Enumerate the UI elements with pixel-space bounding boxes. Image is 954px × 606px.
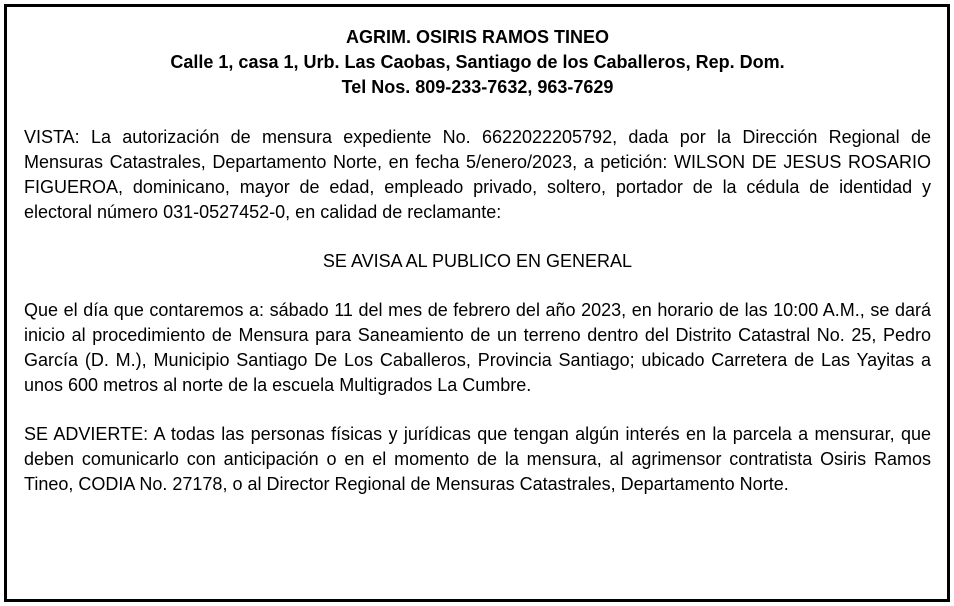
surveyor-address: Calle 1, casa 1, Urb. Las Caobas, Santiago de los Caballeros, Rep. Dom. (170, 52, 785, 72)
public-notice-heading: SE AVISA AL PUBLICO EN GENERAL (322, 251, 633, 271)
surveyor-name: AGRIM. OSIRIS RAMOS TINEO (345, 27, 609, 47)
spacer (24, 398, 931, 422)
spacer (24, 100, 931, 125)
warning-paragraph: SE ADVIERTE: A todas las personas físicas y jurídicas que tengan algún interés en la parcela a mensurar, que deben comunicarlo con anticipación o en el momento de la mensura, al agrimensor contratista Osiris Ramos Tineo, CODIA No. 27178, o al Director Regional de Mensuras Catastrales, Departamento Norte. (24, 424, 931, 494)
vista-paragraph: VISTA: La autorización de mensura expediente No. 6622022205792, dada por la Dirección Regional de Mensuras Catastrales, Departamento Norte, en fecha 5/enero/2023, a petición: WILSON DE JESUS ROSARIO FIGUEROA, dominicano, mayor de edad, empleado privado, soltero, portador de la cédula de identidad y electoral número 031-0527452-0, en calidad de reclamante: (24, 127, 931, 222)
spacer (24, 274, 931, 298)
spacer (24, 225, 931, 249)
notice-content (24, 25, 931, 497)
notice-frame (4, 4, 950, 602)
survey-date-paragraph: Que el día que contaremos a: sábado 11 del mes de febrero del año 2023, en horario de las 10:00 A.M., se dará inicio al procedimiento de Mensura para Saneamiento de un terreno dentro del Distrito Catastral No. 25, Pedro García (D. M.), Municipio Santiago De Los Caballeros, Provincia Santiago; ubicado Carretera de Las Yayitas a unos 600 metros al norte de la escuela Multigrados La Cumbre. (24, 300, 931, 395)
surveyor-phones: Tel Nos. 809-233-7632, 963-7629 (341, 77, 614, 97)
notice-header (24, 25, 931, 100)
